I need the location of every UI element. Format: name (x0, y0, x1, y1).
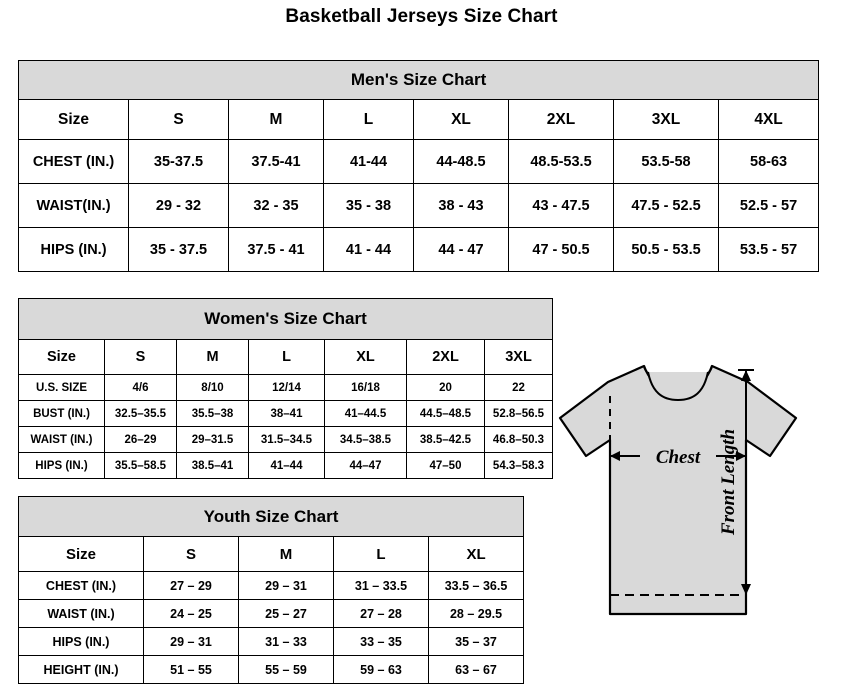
mens-hips-3xl: 50.5 - 53.5 (614, 228, 719, 272)
mens-hips-m: 37.5 - 41 (229, 228, 324, 272)
mens-caption-row (19, 61, 819, 100)
womens-header-cell-l: L (249, 340, 325, 375)
womens-bust-m: 35.5–38 (177, 401, 249, 427)
womens-header-cell-size: Size (19, 340, 105, 375)
mens-waist-s: 29 - 32 (129, 184, 229, 228)
youth-row-label-chest: CHEST (IN.) (19, 572, 144, 600)
table-row (19, 453, 553, 479)
youth-row-label-height: HEIGHT (IN.) (19, 656, 144, 684)
womens-ussize-s: 4/6 (105, 375, 177, 401)
youth-waist-m: 25 – 27 (239, 600, 334, 628)
youth-chest-xl: 33.5 – 36.5 (429, 572, 524, 600)
mens-row-label-hips: HIPS (IN.) (19, 228, 129, 272)
youth-header-cell-m: M (239, 537, 334, 572)
womens-row-label-bust: BUST (IN.) (19, 401, 105, 427)
table-row (19, 140, 819, 184)
womens-ussize-l: 12/14 (249, 375, 325, 401)
womens-size-chart-table (18, 298, 553, 479)
womens-ussize-2xl: 20 (407, 375, 485, 401)
womens-waist-l: 31.5–34.5 (249, 427, 325, 453)
mens-caption: Men's Size Chart (19, 61, 819, 100)
youth-header-cell-l: L (334, 537, 429, 572)
mens-hips-l: 41 - 44 (324, 228, 414, 272)
mens-chest-s: 35-37.5 (129, 140, 229, 184)
table-row (19, 401, 553, 427)
mens-waist-4xl: 52.5 - 57 (719, 184, 819, 228)
mens-header-cell-2xl: 2XL (509, 100, 614, 140)
womens-bust-xl: 41–44.5 (325, 401, 407, 427)
youth-chest-l: 31 – 33.5 (334, 572, 429, 600)
womens-caption: Women's Size Chart (19, 299, 553, 340)
table-row (19, 375, 553, 401)
chest-label: Chest (655, 447, 701, 468)
womens-row-label-hips: HIPS (IN.) (19, 453, 105, 479)
womens-caption-row (19, 299, 553, 340)
youth-hips-s: 29 – 31 (144, 628, 239, 656)
womens-header-cell-3xl: 3XL (485, 340, 553, 375)
table-row (19, 600, 524, 628)
womens-hips-l: 41–44 (249, 453, 325, 479)
youth-height-l: 59 – 63 (334, 656, 429, 684)
youth-hips-l: 33 – 35 (334, 628, 429, 656)
youth-row-label-hips: HIPS (IN.) (19, 628, 144, 656)
womens-row-label-us-size: U.S. SIZE (19, 375, 105, 401)
mens-waist-2xl: 43 - 47.5 (509, 184, 614, 228)
front-length-label: Front Length (718, 428, 739, 536)
youth-header-cell-xl: XL (429, 537, 524, 572)
youth-height-m: 55 – 59 (239, 656, 334, 684)
mens-header-cell-size: Size (19, 100, 129, 140)
womens-hips-3xl: 54.3–58.3 (485, 453, 553, 479)
youth-chest-m: 29 – 31 (239, 572, 334, 600)
table-row (19, 656, 524, 684)
mens-size-chart-table (18, 60, 819, 272)
mens-chest-m: 37.5-41 (229, 140, 324, 184)
mens-row-label-chest: CHEST (IN.) (19, 140, 129, 184)
mens-chest-3xl: 53.5-58 (614, 140, 719, 184)
womens-ussize-xl: 16/18 (325, 375, 407, 401)
womens-bust-l: 38–41 (249, 401, 325, 427)
womens-row-label-waist: WAIST (IN.) (19, 427, 105, 453)
mens-header-cell-xl: XL (414, 100, 509, 140)
mens-chest-xl: 44-48.5 (414, 140, 509, 184)
mens-hips-2xl: 47 - 50.5 (509, 228, 614, 272)
youth-hips-xl: 35 – 37 (429, 628, 524, 656)
womens-ussize-3xl: 22 (485, 375, 553, 401)
mens-header-cell-4xl: 4XL (719, 100, 819, 140)
youth-chest-s: 27 – 29 (144, 572, 239, 600)
youth-hips-m: 31 – 33 (239, 628, 334, 656)
mens-chest-4xl: 58-63 (719, 140, 819, 184)
mens-header-cell-l: L (324, 100, 414, 140)
youth-header-cell-size: Size (19, 537, 144, 572)
youth-height-xl: 63 – 67 (429, 656, 524, 684)
table-row (19, 427, 553, 453)
youth-waist-l: 27 – 28 (334, 600, 429, 628)
mens-chest-2xl: 48.5-53.5 (509, 140, 614, 184)
mens-waist-xl: 38 - 43 (414, 184, 509, 228)
table-row (19, 184, 819, 228)
youth-header-cell-s: S (144, 537, 239, 572)
womens-header-cell-m: M (177, 340, 249, 375)
table-row (19, 228, 819, 272)
womens-bust-3xl: 52.8–56.5 (485, 401, 553, 427)
youth-waist-xl: 28 – 29.5 (429, 600, 524, 628)
womens-hips-m: 38.5–41 (177, 453, 249, 479)
womens-waist-2xl: 38.5–42.5 (407, 427, 485, 453)
womens-hips-s: 35.5–58.5 (105, 453, 177, 479)
womens-bust-s: 32.5–35.5 (105, 401, 177, 427)
mens-hips-xl: 44 - 47 (414, 228, 509, 272)
mens-waist-3xl: 47.5 - 52.5 (614, 184, 719, 228)
mens-waist-m: 32 - 35 (229, 184, 324, 228)
mens-header-cell-m: M (229, 100, 324, 140)
womens-waist-3xl: 46.8–50.3 (485, 427, 553, 453)
tshirt-icon (560, 366, 796, 614)
womens-ussize-m: 8/10 (177, 375, 249, 401)
womens-bust-2xl: 44.5–48.5 (407, 401, 485, 427)
table-row (19, 572, 524, 600)
jersey-measurement-diagram (548, 352, 838, 674)
mens-waist-l: 35 - 38 (324, 184, 414, 228)
youth-caption-row (19, 497, 524, 537)
youth-waist-s: 24 – 25 (144, 600, 239, 628)
table-row (19, 628, 524, 656)
mens-header-cell-3xl: 3XL (614, 100, 719, 140)
womens-header-cell-xl: XL (325, 340, 407, 375)
womens-waist-s: 26–29 (105, 427, 177, 453)
mens-hips-s: 35 - 37.5 (129, 228, 229, 272)
youth-header-row (19, 537, 524, 572)
womens-waist-xl: 34.5–38.5 (325, 427, 407, 453)
womens-header-row (19, 340, 553, 375)
mens-chest-l: 41-44 (324, 140, 414, 184)
womens-waist-m: 29–31.5 (177, 427, 249, 453)
mens-hips-4xl: 53.5 - 57 (719, 228, 819, 272)
youth-height-s: 51 – 55 (144, 656, 239, 684)
womens-hips-xl: 44–47 (325, 453, 407, 479)
youth-size-chart-table (18, 496, 524, 684)
youth-row-label-waist: WAIST (IN.) (19, 600, 144, 628)
womens-header-cell-s: S (105, 340, 177, 375)
mens-row-label-waist: WAIST(IN.) (19, 184, 129, 228)
womens-header-cell-2xl: 2XL (407, 340, 485, 375)
youth-caption: Youth Size Chart (19, 497, 524, 537)
womens-hips-2xl: 47–50 (407, 453, 485, 479)
mens-header-cell-s: S (129, 100, 229, 140)
page-title: Basketball Jerseys Size Chart (285, 6, 558, 27)
mens-header-row (19, 100, 819, 140)
